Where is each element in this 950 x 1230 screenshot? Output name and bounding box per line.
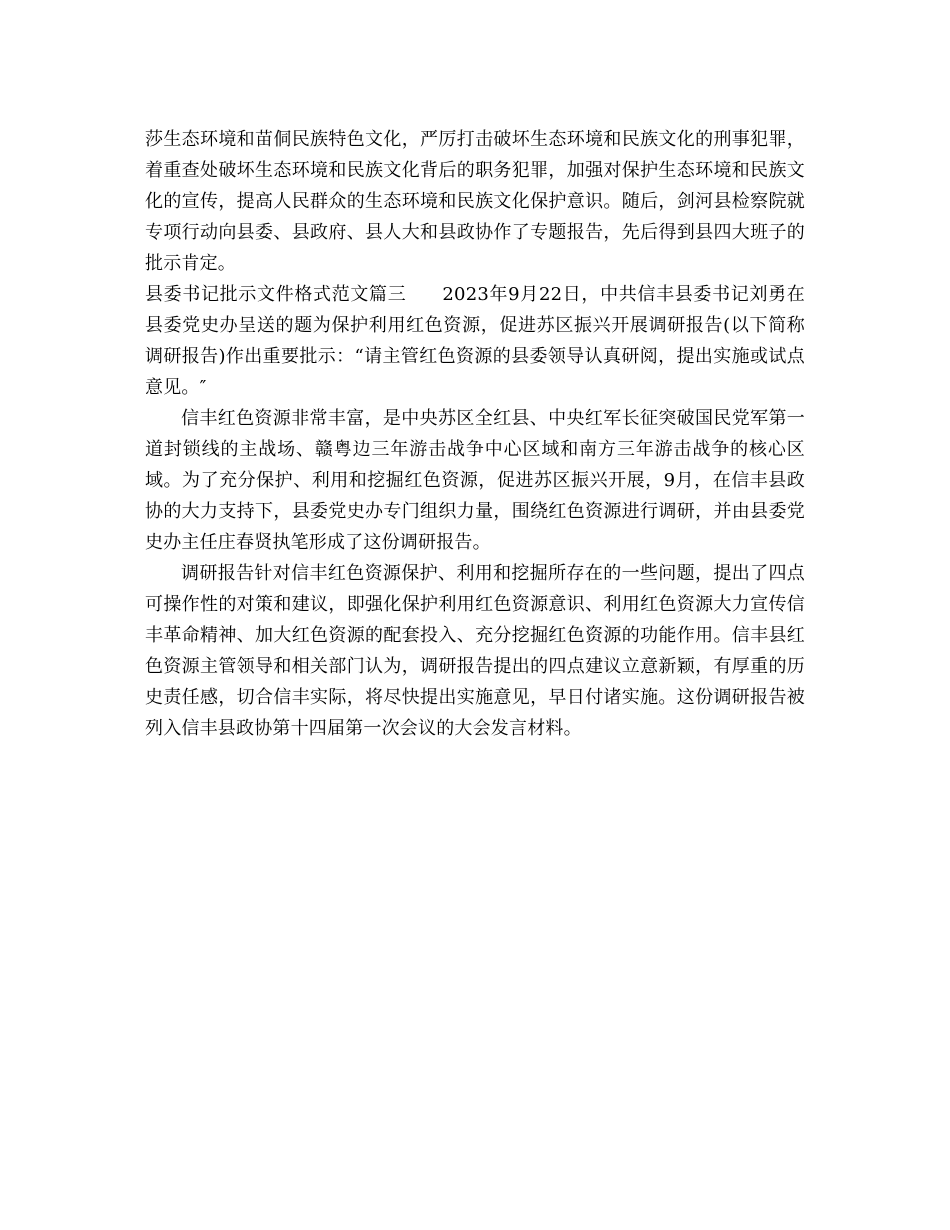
paragraph-text: 莎生态环境和苗侗民族特色文化，严厉打击破坏生态环境和民族文化的刑事犯罪，着重查处破坏生态环境和民族文化背后的职务犯罪，加强对保护生态环境和民族文化的宣传，提高人民群众的生态环境和民族文化保护意识。随后，剑河县检察院就专项行动向县委、县政府、县人大和县政协作了专题报告，先后得到县四大班子的批示肯定。 [145, 129, 805, 274]
paragraph-report-summary [145, 558, 805, 744]
paragraph-continuation [145, 124, 805, 279]
paragraph-text: 信丰红色资源非常丰富，是中央苏区全红县、中央红军长征突破国民党军第一道封锁线的主战场、赣粤边三年游击战争中心区域和南方三年游击战争的核心区域。为了充分保护、利用和挖掘红色资源，促进苏区振兴开展，9月，在信丰县政协的大力支持下，县委党史办专门组织力量，围绕红色资源进行调研，并由县委党史办主任庄春贤执笔形成了这份调研报告。 [145, 408, 805, 553]
paragraph-section-three [145, 279, 805, 403]
section-heading: 县委书记批示文件格式范文篇三 [145, 284, 407, 305]
paragraph-text: 2023年9月22日，中共信丰县委书记刘勇在县委党史办呈送的题为保护利用红色资源，促进苏区振兴开展调研报告(以下简称调研报告)作出重要批示：“请主管红色资源的县委领导认真研阅，提出实施或试点意见。″ [145, 284, 805, 398]
document-body [145, 124, 805, 744]
paragraph-red-resources [145, 403, 805, 558]
paragraph-text: 调研报告针对信丰红色资源保护、利用和挖掘所存在的一些问题，提出了四点可操作性的对策和建议，即强化保护利用红色资源意识、利用红色资源大力宣传信丰革命精神、加大红色资源的配套投入、充分挖掘红色资源的功能作用。信丰县红色资源主管领导和相关部门认为，调研报告提出的四点建议立意新颖，有厚重的历史责任感，切合信丰实际，将尽快提出实施意见，早日付诸实施。这份调研报告被列入信丰县政协第十四届第一次会议的大会发言材料。 [145, 563, 805, 739]
